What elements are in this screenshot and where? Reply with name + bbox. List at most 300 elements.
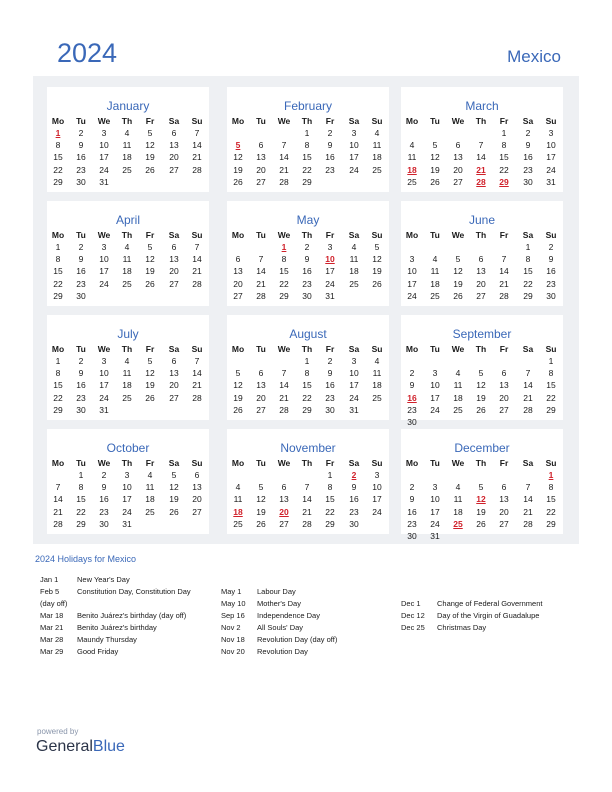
weekday-header: We (451, 230, 465, 240)
day-cell: 26 (256, 518, 266, 529)
day-cell: 21 (279, 392, 289, 403)
day-cell: 30 (76, 176, 86, 187)
day-cell: 23 (407, 404, 417, 415)
holiday-name: Maundy Thursday (77, 635, 137, 644)
day-cell: 2 (327, 128, 333, 138)
day-cell: 28 (302, 518, 312, 529)
day-cell: 6 (171, 242, 177, 252)
month-february (227, 87, 389, 192)
weekday-header: Th (475, 344, 487, 354)
day-cell: 12 (372, 254, 382, 265)
day-cell: 22 (53, 392, 63, 403)
day-cell: 15 (279, 266, 289, 277)
weekday-header: Tu (76, 116, 86, 126)
day-cell: 3 (432, 368, 438, 379)
weekday-header: We (451, 116, 465, 126)
day-cell: 7 (501, 254, 507, 265)
day-cell: 22 (302, 392, 312, 403)
brand-general-text: General (36, 738, 93, 755)
day-cell: 3 (101, 128, 107, 138)
day-cell: 5 (147, 242, 153, 252)
day-cell: 21 (523, 506, 533, 517)
month-april (47, 201, 209, 306)
day-cell: 22 (523, 278, 533, 289)
holiday-date: Jan 1 (40, 575, 59, 584)
day-cell: 22 (53, 164, 63, 175)
day-cell: 8 (548, 368, 554, 379)
day-cell: 8 (304, 140, 310, 151)
day-cell: 25 (145, 506, 155, 517)
day-cell: 7 (194, 242, 200, 252)
day-cell: 12 (233, 380, 243, 391)
day-cell: 10 (430, 494, 440, 505)
day-cell: 12 (145, 140, 155, 151)
day-cell: 6 (455, 140, 461, 151)
day-cell: 29 (53, 176, 63, 187)
day-cell: 28 (279, 404, 289, 415)
day-cell: 3 (432, 482, 438, 493)
day-cell: 9 (78, 140, 84, 151)
day-cell: 6 (258, 368, 264, 379)
day-cell: 21 (256, 278, 266, 289)
day-cell: 26 (233, 404, 243, 415)
day-cell: 27 (169, 278, 179, 289)
day-cell: 4 (455, 482, 461, 493)
holiday-day-cell: 18 (407, 164, 417, 175)
day-cell: 13 (169, 140, 179, 151)
day-cell: 14 (192, 368, 202, 379)
day-cell: 3 (124, 470, 130, 480)
day-cell: 10 (99, 368, 109, 379)
day-cell: 7 (304, 482, 310, 493)
day-cell: 8 (304, 368, 310, 379)
day-cell: 18 (145, 494, 155, 505)
weekday-header: Su (545, 116, 557, 126)
day-cell: 27 (169, 164, 179, 175)
month-name: May (296, 213, 320, 227)
day-cell: 15 (53, 380, 63, 391)
day-cell: 8 (327, 482, 333, 493)
weekday-header: We (277, 230, 291, 240)
day-cell: 16 (407, 506, 417, 517)
holiday-name: Independence Day (257, 611, 320, 620)
day-cell: 12 (169, 482, 179, 493)
weekday-header: Th (121, 458, 133, 468)
weekday-header: Th (121, 230, 133, 240)
day-cell: 25 (372, 392, 382, 403)
day-cell: 20 (169, 266, 179, 277)
day-cell: 20 (192, 494, 202, 505)
month-name: September (452, 327, 512, 341)
day-cell: 20 (233, 278, 243, 289)
day-cell: 8 (525, 254, 531, 265)
day-cell: 24 (430, 518, 440, 529)
day-cell: 21 (192, 266, 202, 277)
holiday-date: Mar 21 (40, 623, 64, 632)
day-cell: 6 (171, 128, 177, 138)
day-cell: 31 (99, 404, 109, 415)
day-cell: 30 (302, 290, 312, 301)
weekday-header: Mo (405, 458, 419, 468)
day-cell: 5 (258, 482, 264, 493)
weekday-header: Th (301, 344, 313, 354)
day-cell: 5 (147, 356, 153, 366)
day-cell: 24 (430, 404, 440, 415)
day-cell: 13 (256, 380, 266, 391)
day-cell: 10 (407, 266, 417, 277)
day-cell: 18 (430, 278, 440, 289)
day-cell: 27 (453, 176, 463, 187)
day-cell: 4 (374, 356, 380, 366)
day-cell: 19 (453, 278, 463, 289)
day-cell: 14 (523, 380, 533, 391)
weekday-header: Sa (522, 344, 534, 354)
day-cell: 21 (192, 152, 202, 163)
day-cell: 9 (327, 368, 333, 379)
weekday-header: Su (191, 230, 203, 240)
day-cell: 6 (235, 254, 241, 265)
day-cell: 30 (407, 531, 417, 541)
weekday-header: Th (121, 116, 133, 126)
day-cell: 15 (499, 152, 509, 163)
day-cell: 1 (55, 356, 61, 366)
day-cell: 18 (122, 266, 132, 277)
day-cell: 21 (302, 506, 312, 517)
holiday-name: All Souls' Day (257, 623, 304, 632)
day-cell: 28 (499, 290, 509, 301)
day-cell: 1 (501, 128, 507, 138)
day-cell: 2 (409, 368, 415, 379)
month-july (47, 315, 209, 420)
holidays-title: 2024 Holidays for Mexico (35, 554, 137, 564)
day-cell: 13 (476, 266, 486, 277)
day-cell: 25 (407, 176, 417, 187)
day-cell: 26 (453, 290, 463, 301)
holiday-day-cell: 1 (548, 470, 554, 480)
holiday-date: (day off) (40, 599, 68, 608)
day-cell: 26 (430, 176, 440, 187)
day-cell: 9 (78, 368, 84, 379)
holiday-day-cell: 5 (235, 140, 241, 151)
generalblue-logo[interactable] (36, 738, 125, 756)
day-cell: 11 (233, 494, 243, 505)
weekday-header: Sa (522, 458, 534, 468)
day-cell: 30 (407, 417, 417, 427)
day-cell: 7 (525, 482, 531, 493)
day-cell: 16 (76, 152, 86, 163)
day-cell: 4 (409, 140, 415, 151)
day-cell: 11 (372, 140, 382, 151)
day-cell: 29 (546, 404, 556, 415)
day-cell: 18 (372, 152, 382, 163)
day-cell: 30 (76, 290, 86, 301)
weekday-header: Fr (499, 230, 509, 240)
day-cell: 22 (325, 506, 335, 517)
day-cell: 9 (304, 254, 310, 265)
day-cell: 15 (546, 380, 556, 391)
day-cell: 18 (349, 266, 359, 277)
weekday-header: Th (475, 230, 487, 240)
day-cell: 28 (279, 176, 289, 187)
day-cell: 12 (233, 152, 243, 163)
day-cell: 11 (122, 254, 132, 265)
day-cell: 17 (349, 380, 359, 391)
holiday-date: Dec 12 (401, 611, 425, 620)
powered-by-text: powered by (37, 727, 79, 736)
holiday-day-cell: 16 (407, 392, 417, 403)
day-cell: 12 (453, 266, 463, 277)
weekday-header: Mo (51, 230, 65, 240)
day-cell: 14 (256, 266, 266, 277)
day-cell: 23 (325, 392, 335, 403)
day-cell: 3 (101, 356, 107, 366)
day-cell: 29 (53, 290, 63, 301)
holiday-date: May 1 (221, 587, 242, 596)
day-cell: 9 (351, 482, 357, 493)
weekday-header: We (97, 230, 111, 240)
day-cell: 19 (233, 392, 243, 403)
month-december (401, 429, 563, 541)
day-cell: 25 (453, 404, 463, 415)
day-cell: 3 (548, 128, 554, 138)
day-cell: 2 (304, 242, 310, 252)
day-cell: 2 (101, 470, 107, 480)
day-cell: 14 (499, 266, 509, 277)
day-cell: 10 (546, 140, 556, 151)
day-cell: 27 (233, 290, 243, 301)
weekday-header: Su (545, 230, 557, 240)
day-cell: 25 (122, 278, 132, 289)
day-cell: 14 (476, 152, 486, 163)
weekday-header: We (97, 116, 111, 126)
day-cell: 5 (171, 470, 177, 480)
month-name: June (468, 213, 496, 227)
day-cell: 7 (55, 482, 61, 493)
day-cell: 29 (302, 404, 312, 415)
day-cell: 21 (499, 278, 509, 289)
day-cell: 16 (546, 266, 556, 277)
day-cell: 5 (455, 254, 461, 265)
day-cell: 15 (325, 494, 335, 505)
day-cell: 31 (99, 176, 109, 187)
day-cell: 8 (55, 254, 61, 265)
day-cell: 4 (124, 356, 130, 366)
day-cell: 1 (304, 356, 310, 366)
holiday-day-cell: 21 (476, 164, 486, 175)
day-cell: 29 (302, 176, 312, 187)
day-cell: 15 (302, 380, 312, 391)
holiday-day-cell: 20 (279, 506, 289, 517)
day-cell: 6 (501, 368, 507, 379)
day-cell: 4 (124, 242, 130, 252)
day-cell: 31 (430, 531, 440, 541)
weekday-header: Fr (325, 344, 335, 354)
day-cell: 16 (76, 266, 86, 277)
day-cell: 20 (499, 392, 509, 403)
day-cell: 26 (372, 278, 382, 289)
day-cell: 16 (99, 494, 109, 505)
day-cell: 7 (258, 254, 264, 265)
day-cell: 6 (281, 482, 287, 493)
calendar-year-title: 2024 (57, 38, 118, 68)
day-cell: 12 (476, 380, 486, 391)
day-cell: 22 (53, 278, 63, 289)
day-cell: 26 (476, 518, 486, 529)
day-cell: 31 (122, 518, 132, 529)
day-cell: 18 (122, 152, 132, 163)
day-cell: 17 (430, 392, 440, 403)
day-cell: 5 (478, 482, 484, 493)
day-cell: 26 (169, 506, 179, 517)
holiday-day-cell: 2 (351, 470, 357, 480)
day-cell: 17 (430, 506, 440, 517)
day-cell: 14 (279, 152, 289, 163)
weekday-header: Th (301, 230, 313, 240)
day-cell: 27 (169, 392, 179, 403)
day-cell: 5 (235, 368, 241, 379)
day-cell: 17 (372, 494, 382, 505)
day-cell: 5 (432, 140, 438, 151)
weekday-header: Tu (256, 230, 266, 240)
day-cell: 13 (256, 152, 266, 163)
weekday-header: Mo (51, 458, 65, 468)
month-march (401, 87, 563, 192)
weekday-header: We (97, 344, 111, 354)
day-cell: 1 (327, 470, 333, 480)
day-cell: 27 (256, 176, 266, 187)
holiday-day-cell: 28 (476, 176, 486, 187)
day-cell: 17 (122, 494, 132, 505)
weekday-header: Fr (499, 344, 509, 354)
holiday-name: Day of the Virgin of Guadalupe (437, 611, 540, 620)
day-cell: 23 (349, 506, 359, 517)
day-cell: 4 (124, 128, 130, 138)
month-may (227, 201, 389, 306)
day-cell: 24 (99, 278, 109, 289)
day-cell: 1 (548, 356, 554, 366)
day-cell: 13 (453, 152, 463, 163)
day-cell: 25 (233, 518, 243, 529)
weekday-header: Sa (168, 230, 180, 240)
day-cell: 24 (372, 506, 382, 517)
day-cell: 3 (409, 254, 415, 265)
day-cell: 28 (192, 278, 202, 289)
day-cell: 3 (374, 470, 380, 480)
holiday-name: Benito Juárez's birthday (77, 623, 157, 632)
day-cell: 4 (374, 128, 380, 138)
day-cell: 30 (546, 290, 556, 301)
holiday-day-cell: 29 (499, 176, 509, 187)
weekday-header: Tu (430, 116, 440, 126)
holiday-date: May 10 (221, 599, 246, 608)
day-cell: 11 (453, 380, 463, 391)
day-cell: 12 (430, 152, 440, 163)
day-cell: 25 (372, 164, 382, 175)
day-cell: 9 (327, 140, 333, 151)
holiday-date: Mar 28 (40, 635, 64, 644)
holiday-name: Christmas Day (437, 623, 487, 632)
day-cell: 17 (546, 152, 556, 163)
day-cell: 17 (99, 266, 109, 277)
day-cell: 4 (351, 242, 357, 252)
holiday-date: Mar 29 (40, 647, 64, 656)
day-cell: 9 (548, 254, 554, 265)
weekday-header: Su (371, 116, 383, 126)
weekday-header: We (277, 458, 291, 468)
holiday-name: Good Friday (77, 647, 119, 656)
weekday-header: Su (371, 230, 383, 240)
month-october (47, 429, 209, 534)
day-cell: 24 (349, 164, 359, 175)
day-cell: 10 (349, 140, 359, 151)
day-cell: 20 (256, 164, 266, 175)
month-june (401, 201, 563, 306)
holiday-name: Labour Day (257, 587, 296, 596)
weekday-header: Sa (348, 230, 360, 240)
day-cell: 23 (76, 278, 86, 289)
day-cell: 8 (55, 140, 61, 151)
month-name: April (115, 213, 140, 227)
day-cell: 1 (304, 128, 310, 138)
day-cell: 28 (523, 404, 533, 415)
day-cell: 16 (325, 152, 335, 163)
month-name: July (117, 327, 139, 341)
day-cell: 24 (99, 164, 109, 175)
day-cell: 22 (279, 278, 289, 289)
weekday-header: Su (191, 344, 203, 354)
day-cell: 25 (122, 392, 132, 403)
weekday-header: Fr (145, 458, 155, 468)
weekday-header: Tu (430, 458, 440, 468)
day-cell: 23 (523, 164, 533, 175)
day-cell: 27 (499, 404, 509, 415)
weekday-header: Su (371, 344, 383, 354)
weekday-header: Fr (499, 458, 509, 468)
holiday-name: Mother's Day (257, 599, 301, 608)
day-cell: 4 (147, 470, 153, 480)
month-january (47, 87, 209, 192)
weekday-header: Mo (51, 344, 65, 354)
day-cell: 11 (122, 140, 132, 151)
weekday-header: Sa (348, 458, 360, 468)
weekday-header: Th (301, 116, 313, 126)
day-cell: 30 (523, 176, 533, 187)
day-cell: 9 (409, 380, 415, 391)
day-cell: 6 (501, 482, 507, 493)
day-cell: 23 (76, 392, 86, 403)
day-cell: 20 (476, 278, 486, 289)
day-cell: 23 (325, 164, 335, 175)
day-cell: 7 (281, 140, 287, 151)
day-cell: 23 (407, 518, 417, 529)
holiday-day-cell: 1 (281, 242, 287, 252)
day-cell: 3 (101, 242, 107, 252)
day-cell: 10 (122, 482, 132, 493)
day-cell: 19 (476, 392, 486, 403)
day-cell: 8 (281, 254, 287, 265)
weekday-header: Fr (325, 230, 335, 240)
day-cell: 2 (525, 128, 531, 138)
weekday-header: Fr (145, 230, 155, 240)
day-cell: 19 (372, 266, 382, 277)
weekday-header: Mo (51, 116, 65, 126)
month-name: December (454, 441, 510, 455)
day-cell: 20 (169, 152, 179, 163)
weekday-header: Sa (168, 458, 180, 468)
day-cell: 7 (194, 356, 200, 366)
weekday-header: Tu (430, 344, 440, 354)
day-cell: 21 (53, 506, 63, 517)
